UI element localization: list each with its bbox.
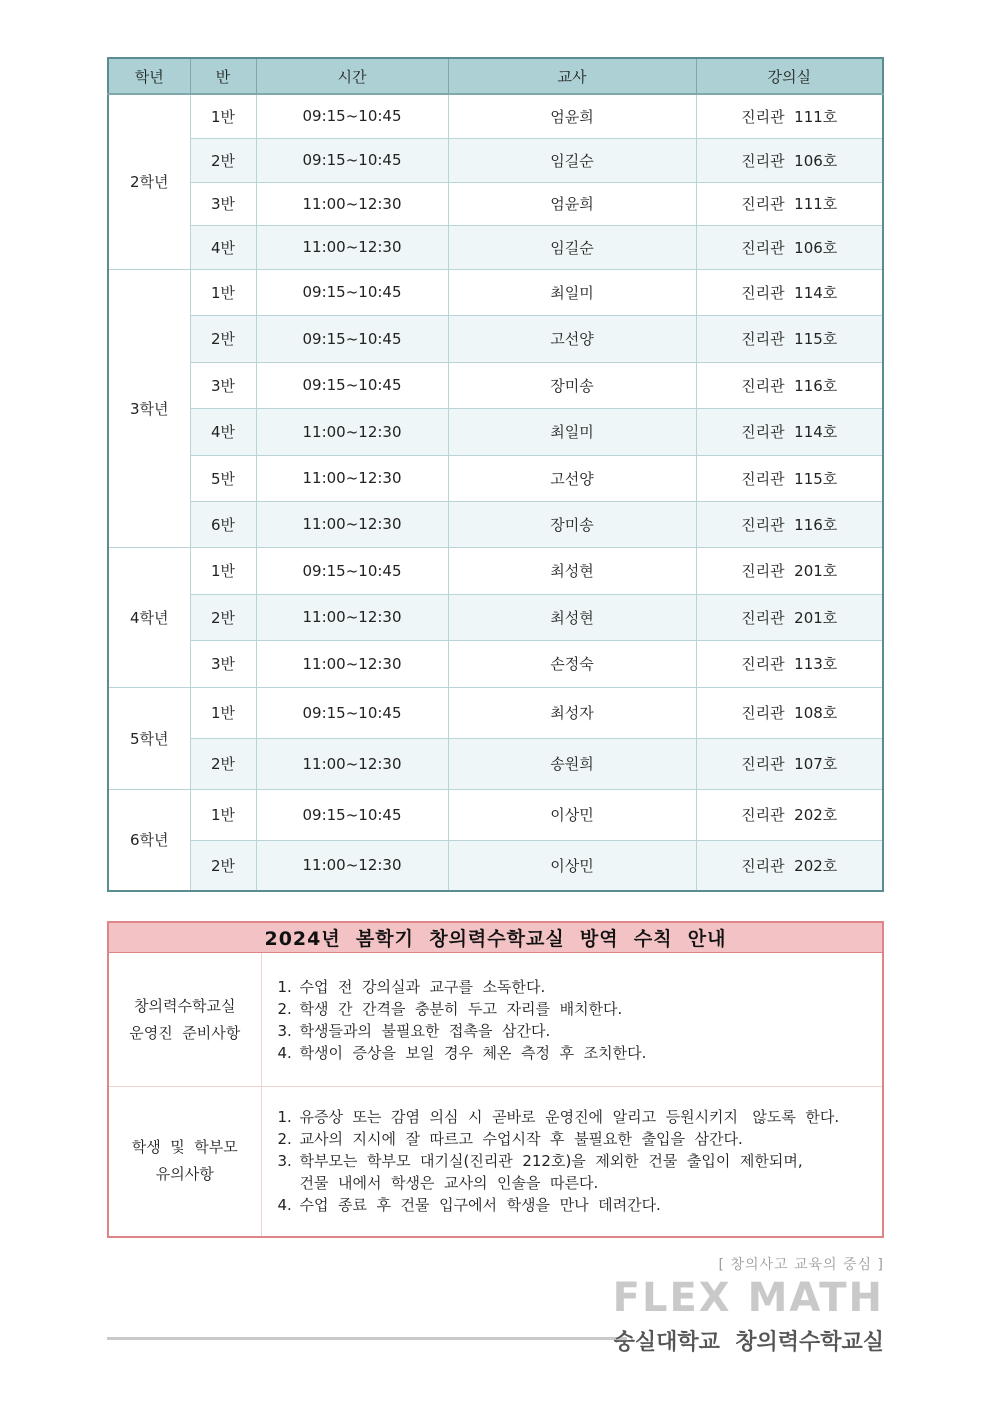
- rule-number: 3.: [277, 1021, 292, 1040]
- schedule-row: [108, 455, 883, 501]
- label-line: 창의력수학교실: [134, 996, 236, 1015]
- rule-number: 2.: [277, 1130, 292, 1149]
- room-cell: 진리관 201호: [696, 594, 883, 640]
- time-cell: 09:15~10:45: [256, 315, 448, 362]
- schedule-row: [108, 269, 883, 315]
- room-cell: 진리관 113호: [696, 640, 883, 687]
- class-cell: 3반: [190, 182, 256, 225]
- room-cell: 진리관 111호: [696, 94, 883, 138]
- room-cell: 진리관 114호: [696, 269, 883, 315]
- schedule-row: [108, 738, 883, 789]
- schedule-body: [108, 94, 883, 891]
- room-cell: 진리관 114호: [696, 408, 883, 455]
- time-cell: 11:00~12:30: [256, 501, 448, 547]
- time-cell: 11:00~12:30: [256, 594, 448, 640]
- schedule-row: [108, 840, 883, 891]
- teacher-cell: 장미송: [448, 362, 696, 408]
- grade-cell: 5학년: [108, 687, 190, 789]
- rule-number: 4.: [277, 1196, 292, 1215]
- rule-item: [278, 998, 882, 1020]
- rule-item: [278, 1128, 882, 1150]
- rule-item: [278, 976, 882, 998]
- time-cell: 11:00~12:30: [256, 738, 448, 789]
- schedule-row: [108, 315, 883, 362]
- class-cell: 2반: [190, 738, 256, 789]
- rule-text: 수업 전 강의실과 교구를 소독한다.: [299, 977, 546, 996]
- time-cell: 11:00~12:30: [256, 182, 448, 225]
- header-teacher: 교사: [448, 58, 696, 94]
- label-line: 유의사항: [155, 1165, 214, 1184]
- header-grade: 학년: [108, 58, 190, 94]
- rule-list: [278, 976, 882, 1064]
- grade-cell: 3학년: [108, 269, 190, 547]
- class-cell: 2반: [190, 138, 256, 182]
- teacher-cell: 임길순: [448, 138, 696, 182]
- schedule-row: [108, 408, 883, 455]
- class-cell: 1반: [190, 94, 256, 138]
- label-line: 학생 및 학부모: [131, 1138, 238, 1157]
- rule-number: 1.: [277, 1108, 292, 1127]
- rule-number: 1.: [277, 977, 292, 996]
- header-time: 시간: [256, 58, 448, 94]
- class-cell: 2반: [190, 315, 256, 362]
- brand-tagline: [ 창의사고 교육의 중심 ]: [718, 1257, 884, 1273]
- room-cell: 진리관 106호: [696, 225, 883, 269]
- teacher-cell: 엄윤희: [448, 94, 696, 138]
- class-cell: 6반: [190, 501, 256, 547]
- notice-section: [108, 953, 883, 1087]
- class-cell: 4반: [190, 408, 256, 455]
- teacher-cell: 고선양: [448, 315, 696, 362]
- room-cell: 진리관 108호: [696, 687, 883, 738]
- class-cell: 2반: [190, 594, 256, 640]
- class-cell: 1반: [190, 687, 256, 738]
- teacher-cell: 최성현: [448, 594, 696, 640]
- room-cell: 진리관 107호: [696, 738, 883, 789]
- class-cell: 1반: [190, 547, 256, 594]
- time-cell: 11:00~12:30: [256, 408, 448, 455]
- rule-text: 학생 간 간격을 충분히 두고 자리를 배치한다.: [299, 999, 623, 1018]
- notice-section-content: [261, 953, 883, 1087]
- room-cell: 진리관 115호: [696, 455, 883, 501]
- class-cell: 4반: [190, 225, 256, 269]
- rule-number: 4.: [277, 1043, 292, 1062]
- header-class: 반: [190, 58, 256, 94]
- teacher-cell: 최일미: [448, 269, 696, 315]
- rule-item: [278, 1150, 882, 1194]
- rule-number: 2.: [277, 999, 292, 1018]
- time-cell: 09:15~10:45: [256, 138, 448, 182]
- teacher-cell: 엄윤희: [448, 182, 696, 225]
- schedule-row: [108, 225, 883, 269]
- time-cell: 09:15~10:45: [256, 94, 448, 138]
- rule-item: [278, 1194, 882, 1216]
- rule-number: 3.: [277, 1152, 292, 1171]
- rule-list: [278, 1106, 882, 1216]
- rule-text-continued: 건물 내에서 학생은 교사의 인솔을 따른다.: [299, 1174, 599, 1193]
- schedule-header-row: [108, 58, 883, 94]
- class-schedule-table: [107, 57, 884, 892]
- time-cell: 09:15~10:45: [256, 687, 448, 738]
- rule-text: 유증상 또는 감염 의심 시 곧바로 운영진에 알리고 등원시키지 않도록 한다.: [299, 1108, 840, 1127]
- time-cell: 09:15~10:45: [256, 362, 448, 408]
- teacher-cell: 이상민: [448, 789, 696, 840]
- schedule-row: [108, 687, 883, 738]
- time-cell: 11:00~12:30: [256, 640, 448, 687]
- schedule-row: [108, 94, 883, 138]
- rule-item: [278, 1042, 882, 1064]
- header-room: 강의실: [696, 58, 883, 94]
- schedule-row: [108, 594, 883, 640]
- class-cell: 1반: [190, 789, 256, 840]
- rule-text: 학생들과의 불필요한 접촉을 삼간다.: [299, 1021, 551, 1040]
- teacher-cell: 최성자: [448, 687, 696, 738]
- schedule-row: [108, 547, 883, 594]
- teacher-cell: 장미송: [448, 501, 696, 547]
- room-cell: 진리관 115호: [696, 315, 883, 362]
- room-cell: 진리관 106호: [696, 138, 883, 182]
- class-cell: 3반: [190, 640, 256, 687]
- flex-math-logo: FLEX MATH: [612, 1275, 884, 1321]
- schedule-row: [108, 501, 883, 547]
- teacher-cell: 임길순: [448, 225, 696, 269]
- room-cell: 진리관 201호: [696, 547, 883, 594]
- grade-cell: 6학년: [108, 789, 190, 891]
- notice-section-label: [108, 1087, 261, 1237]
- time-cell: 11:00~12:30: [256, 840, 448, 891]
- room-cell: 진리관 116호: [696, 501, 883, 547]
- time-cell: 09:15~10:45: [256, 269, 448, 315]
- schedule-row: [108, 640, 883, 687]
- teacher-cell: 손정숙: [448, 640, 696, 687]
- rule-text: 학부모는 학부모 대기실(진리관 212호)을 제외한 건물 출입이 제한되며,: [299, 1152, 803, 1171]
- notice-body: [108, 953, 883, 1237]
- room-cell: 진리관 116호: [696, 362, 883, 408]
- rule-item: [278, 1106, 882, 1128]
- teacher-cell: 최일미: [448, 408, 696, 455]
- rule-item: [278, 1020, 882, 1042]
- schedule-row: [108, 182, 883, 225]
- teacher-cell: 최성현: [448, 547, 696, 594]
- notice-title: 2024년 봄학기 창의력수학교실 방역 수칙 안내: [108, 922, 883, 953]
- label-line: 운영진 준비사항: [129, 1023, 241, 1042]
- schedule-row: [108, 362, 883, 408]
- footer-divider: [107, 1337, 627, 1340]
- grade-cell: 2학년: [108, 94, 190, 269]
- schedule-row: [108, 789, 883, 840]
- room-cell: 진리관 202호: [696, 789, 883, 840]
- schedule-row: [108, 138, 883, 182]
- notice-section-label: [108, 953, 261, 1087]
- time-cell: 11:00~12:30: [256, 455, 448, 501]
- time-cell: 09:15~10:45: [256, 547, 448, 594]
- time-cell: 09:15~10:45: [256, 789, 448, 840]
- class-cell: 5반: [190, 455, 256, 501]
- teacher-cell: 송원희: [448, 738, 696, 789]
- teacher-cell: 고선양: [448, 455, 696, 501]
- time-cell: 11:00~12:30: [256, 225, 448, 269]
- rule-text: 학생이 증상을 보일 경우 체온 측정 후 조치한다.: [299, 1043, 647, 1062]
- notice-section-content: [261, 1087, 883, 1237]
- notice-section: [108, 1087, 883, 1237]
- organization-name: 숭실대학교 창의력수학교실: [613, 1330, 884, 1355]
- class-cell: 1반: [190, 269, 256, 315]
- grade-cell: 4학년: [108, 547, 190, 687]
- teacher-cell: 이상민: [448, 840, 696, 891]
- room-cell: 진리관 111호: [696, 182, 883, 225]
- quarantine-notice-table: [107, 921, 884, 1238]
- class-cell: 3반: [190, 362, 256, 408]
- class-cell: 2반: [190, 840, 256, 891]
- room-cell: 진리관 202호: [696, 840, 883, 891]
- rule-text: 수업 종료 후 건물 입구에서 학생을 만나 데려간다.: [299, 1196, 661, 1215]
- rule-text: 교사의 지시에 잘 따르고 수업시작 후 불필요한 출입을 삼간다.: [299, 1130, 743, 1149]
